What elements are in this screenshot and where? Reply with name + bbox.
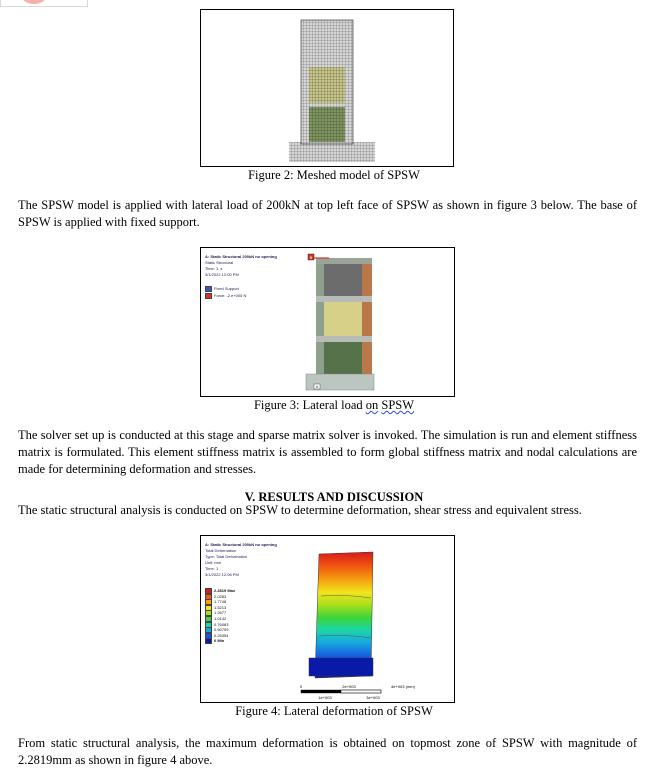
deformation-contour-model (201, 536, 454, 702)
bottom-panel (309, 106, 345, 144)
legend-value: 2.0283 (214, 593, 227, 599)
left-column (316, 258, 324, 380)
figure-3-image (200, 247, 455, 397)
fixed-support-label: Fixed Support (214, 286, 239, 292)
figure-3-caption-on: on (365, 398, 379, 412)
legend-value: 1.2677 (214, 610, 227, 616)
scale-label-0: 0 (299, 684, 303, 689)
ansys-title-2: A: Static Structural 200kN no opening (205, 542, 277, 547)
ansys-title: A: Static Structural 200kN no opening (205, 254, 277, 259)
paragraph-lateral-load: The SPSW model is applied with lateral load of 200kN at top left face of SPSW as shown in figure 3 below. The base of SPSW is applied with fixed support. (18, 198, 637, 229)
bottom-panel (324, 342, 362, 378)
lateral-load-model (201, 248, 454, 396)
left-column (301, 20, 309, 146)
paragraph-solver: The solver set up is conducted at this stage and sparse matrix solver is invoked. The simulation is run and element stiffness matrix is formulated. This element stiffness matrix is assembled to form global stiffness matrix and nodal calculations are made for determining deformation and stresses. (18, 428, 637, 476)
logo-fragment (0, 0, 88, 7)
ansys-line-3: Type: Total Deformation (205, 554, 248, 559)
deformed-base (309, 658, 373, 676)
legend-value: 1.0142 (214, 616, 227, 622)
legend-value: 0.76063 (214, 621, 229, 627)
scale-label-4e3: 4e+003 (mm) (391, 684, 415, 689)
ansys-line-4: Unit: mm (205, 560, 221, 565)
figure-4-image (200, 535, 455, 703)
scale-label-3e3: 3e+003 (366, 695, 380, 700)
ansys-date: 3/1/2022 12:00 PM (205, 272, 239, 277)
scale-label-2e3: 2e+003 (342, 684, 356, 689)
figure-3-caption (0, 398, 668, 412)
figure-2-caption: Figure 2: Meshed model of SPSW (248, 168, 420, 182)
force-label: Force: -2.e+005 N (214, 293, 247, 299)
ansys-line-2: Total Deformation (205, 548, 237, 553)
mesh-base (289, 142, 375, 162)
paragraph-analysis-intro: The static structural analysis is conducted on SPSW to determine deformation, shear stress and equivalent stress. (18, 503, 582, 517)
figure-3-caption-spsw: SPSW (381, 398, 415, 412)
paragraph-max-deformation: From static structural analysis, the maximum deformation is obtained on topmost zone of SPSW with magnitude of 2.2819mm as shown in figure 4 above. (18, 736, 637, 767)
scale-bar (301, 690, 381, 693)
legend-value: 0 Min (214, 638, 225, 644)
support-marker-letter: A (315, 384, 319, 389)
ansys-line-5: Time: 1 (205, 566, 219, 571)
force-marker-letter: B (309, 255, 313, 260)
legend-value: 1.7748 (214, 599, 227, 605)
right-column (345, 20, 353, 146)
figure-2-image (200, 9, 454, 167)
scale-label-1e3: 1e+003 (318, 695, 332, 700)
section-heading: V. RESULTS AND DISCUSSION (244, 490, 424, 504)
ansys-time: Time: 1. s (205, 266, 223, 271)
meshed-spsw-model (201, 10, 453, 166)
middle-panel (309, 66, 345, 104)
legend-value: 2.2819 Max (214, 588, 236, 594)
legend-value: 0.25354 (214, 632, 229, 638)
ansys-subtitle: Static Structural (205, 260, 234, 265)
legend-value: 1.5213 (214, 604, 227, 610)
logo-arc (19, 0, 49, 4)
right-column (362, 258, 372, 380)
legend-value: 0.50709 (214, 627, 229, 633)
ansys-line-6: 3/1/2022 12:06 PM (205, 572, 239, 577)
figure-3-caption-prefix: Figure 3: Lateral load (253, 398, 366, 412)
top-panel (309, 24, 345, 64)
figure-4-caption: Figure 4: Lateral deformation of SPSW (235, 704, 433, 718)
top-panel (324, 264, 362, 296)
middle-panel (324, 302, 362, 336)
